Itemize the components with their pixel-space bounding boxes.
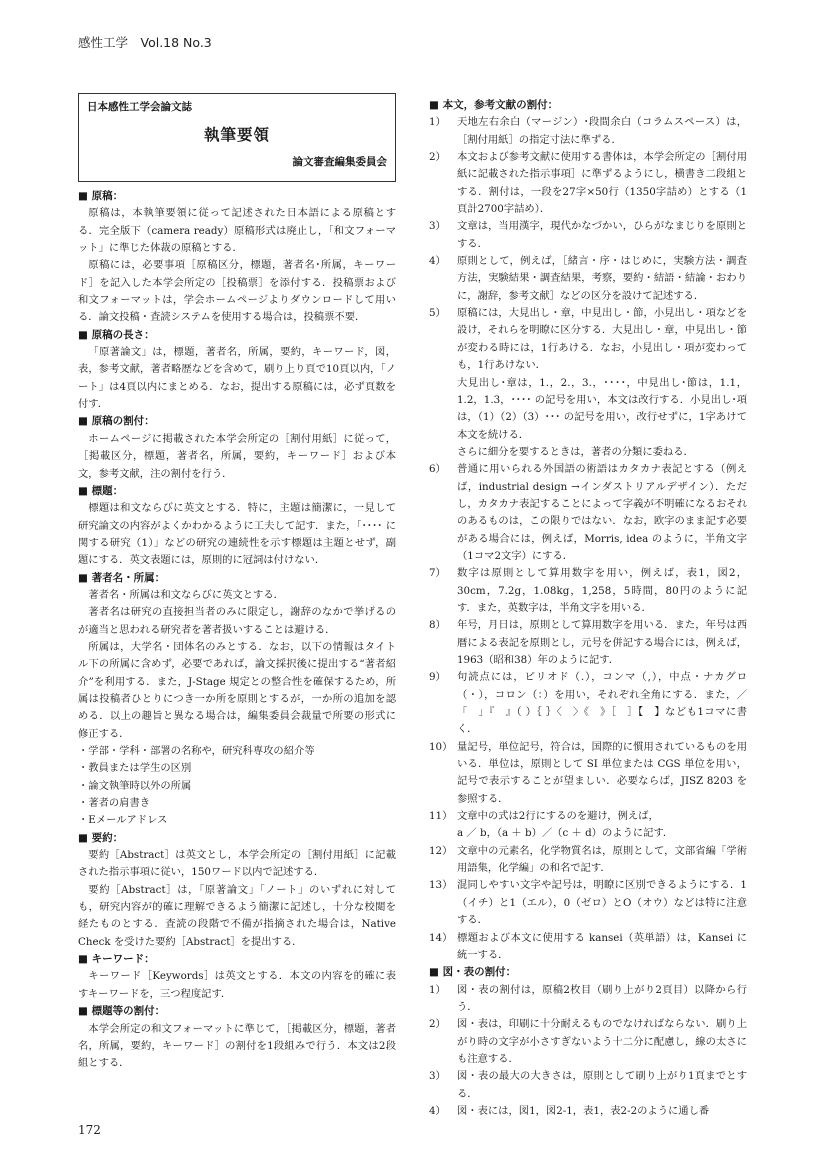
- item-text: 図・表には，図1，図2-1，表1，表2-2のように通し番: [457, 1104, 710, 1117]
- item-text: 標題および本文に使用する kansei（英単語）は，Kansei に統一する．: [457, 931, 747, 961]
- page-title: 執筆要領: [203, 126, 270, 144]
- list-item: [429, 808, 747, 843]
- list-item: [429, 565, 747, 617]
- list-item: ・Eメールアドレス: [78, 814, 168, 827]
- list-item: [429, 305, 747, 461]
- item-number: 4）: [429, 255, 446, 268]
- item-number: 1）: [429, 116, 446, 129]
- item-number: 14）: [429, 931, 453, 944]
- list-item: [429, 218, 747, 253]
- section-heading: ■ 原稿の割付：: [78, 415, 155, 428]
- item-number: 2）: [429, 151, 446, 164]
- paragraph: 本学会所定の和文フォーマットに準じて，［掲載区分，標題，著者名，所属，要約，キーワード］の割付を1段組みで行う．本文は2段組とする．: [78, 1022, 396, 1070]
- list-item: [429, 739, 747, 808]
- list-item: [429, 843, 747, 878]
- item-text: 大見出し･章は，1.，2.，3.，････，中見出し･節は，1.1，1.2，1.3，････ の記号を用い，本文は改行する．小見出し･項は，（1）（2）（3）･･･ の記号を用い，改行せずに，1字あけて本文を続ける．: [457, 376, 747, 441]
- list-item: [429, 930, 747, 965]
- item-text: 図・表の割付は，原稿2枚目（刷り上がり2頁目）以降から行う．: [457, 983, 747, 1013]
- paragraph: 所属は，大学名・団体名のみとする．なお，以下の情報はタイトル下の所属に含めず，必要であれば，論文採択後に提出する“著者紹介”を利用する．また，J-Stage 規定との整合性を確保するため，所属は投稿者ひとりにつき一か所を原則とするが，一か所の追加を認める．以上の趣旨と異なる場合は，編集委員会裁量で所要の形式に修正する．: [78, 640, 396, 740]
- item-text: 句読点には，ピリオド（.），コンマ（,），中点・ナカグロ（・），コロン（：）を用い，それぞれ全角にする．また，／「 」『 』（ ）｛ ｝〈 〉《 》［ ］【 】なども1コマに書く．: [457, 671, 747, 736]
- item-number: 3）: [429, 1070, 446, 1083]
- right-column: [429, 97, 747, 1120]
- item-body: [457, 1016, 747, 1068]
- paragraph: 標題は和文ならびに英文とする．特に，主題は簡潔に，一見して研究論文の内容がよくかわかるように工夫して記す．また，「････ に関する研究（1）」などの研究の連続性を示す標題は主題とせず，副題にする．英文表題には，原則的に冠詞は付けない．: [78, 502, 396, 567]
- item-number: 3）: [429, 220, 446, 233]
- section-heading: ■ 原稿の長さ：: [78, 328, 155, 341]
- item-text: 文章中の式は2行にするのを避け，例えば，: [457, 810, 659, 823]
- item-number: 10）: [429, 740, 453, 753]
- item-number: 4）: [429, 1104, 446, 1117]
- paragraph: 著者名は研究の直接担当者のみに限定し，謝辞のなかで挙げるのが適当と思われる研究者を著者扱いすることは避ける．: [78, 606, 396, 636]
- item-number: 7）: [429, 567, 446, 580]
- item-body: [457, 253, 747, 305]
- list-item: [429, 1068, 747, 1103]
- list-item: [429, 617, 747, 669]
- paragraph: 著者名・所属は和文ならびに英文とする．: [88, 588, 284, 601]
- list-item: ・教員または学生の区別: [78, 762, 192, 775]
- item-number: 11）: [429, 810, 453, 823]
- committee-name: 論文審査編集委員会: [292, 155, 387, 168]
- item-number: 6）: [429, 463, 446, 476]
- item-text: 文章は，当用漢字，現代かなづかい，ひらがなまじりを原則とする．: [457, 220, 747, 250]
- item-text: 数字は原則として算用数字を用い，例えば，表1，図2，30cm，7.2g，1.08kg，1,258，5時間，80円のように記す．また，英数字は，半角文字を用いる．: [457, 567, 747, 614]
- numbered-list: [429, 114, 747, 964]
- section-heading: ■ 要約：: [78, 831, 124, 844]
- paragraph: キーワード［Keywords］は英文とする．本文の内容を的確に表すキーワードを，三つ程度記す．: [78, 970, 396, 1000]
- paragraph: 要約［Abstract］は英文とし，本学会所定の［割付用紙］に記載された指示事項に従い，150ワード以内で記述する．: [78, 849, 396, 879]
- item-number: 9）: [429, 671, 446, 684]
- section-heading: ■ 著者名・所属：: [78, 571, 166, 584]
- item-body: [457, 617, 747, 669]
- section-heading: ■ 標題等の割付：: [78, 1005, 166, 1018]
- item-body: [457, 461, 747, 565]
- section-heading: ■ 本文，参考文献の割付：: [429, 99, 559, 111]
- item-text: 原則として，例えば，［緒言・序・はじめに，実験方法・調査方法，実験結果・調査結果，考察，要約・結語・結論・おわりに，謝辞，参考文献］などの区分を設けて記述する．: [457, 255, 747, 302]
- item-text: 図・表の最大の大きさは，原則として刷り上がり1頁までとする．: [457, 1070, 747, 1100]
- list-item: [429, 669, 747, 738]
- item-body: [457, 808, 747, 843]
- item-body: [457, 565, 747, 617]
- paragraph: 「原著論文」は，標題，著者名，所属，要約，キーワード，図，表，参考文献，著者略歴などを含めて，刷り上り頁で10頁以内，「ノート」は4頁以内にまとめる．なお，提出する原稿には，必ず頁数を付す．: [78, 346, 396, 411]
- list-item: ・学部・学科・部署の名称や，研究科専攻の紹介等: [78, 745, 315, 757]
- paragraph: 要約［Abstract］は，「原著論文」「ノート」のいずれに対しても，研究内容が的確に理解できるよう簡潔に記述し，十分な校閲を経たものとする．査読の段階で不備が指摘された場合は，Native Check を受けた要約［Abstract］を提出する．: [78, 883, 396, 948]
- item-text: 量記号，単位記号，符合は，国際的に慣用されているものを用いる．単位は，原則として SI 単位または CGS 単位を用い，記号で表示することが望ましい．必要ならば，JISZ 8203 を参照する．: [457, 740, 747, 805]
- journal-label: 日本感性工学会論文誌: [87, 101, 192, 113]
- item-number: 5）: [429, 307, 446, 320]
- item-body: [457, 739, 747, 808]
- section-heading: ■ 標題：: [78, 484, 124, 497]
- item-body: [457, 877, 747, 929]
- list-item: [429, 1016, 747, 1068]
- item-text: 本文および参考文献に使用する書体は，本学会所定の［割付用紙に記載された指示事項］に準ずるようにし，横書き二段組とする．割付は，一段を27字×50行（1350字詰め）とする（1頁計2700字詰め）．: [457, 151, 747, 216]
- item-number: 13）: [429, 879, 453, 892]
- item-text: 年号，月日は，原則として算用数字を用いる．また，年号は西暦による表記を原則とし，元号を併記する場合には，例えば，1963（昭和38）年のように記す．: [457, 619, 747, 666]
- numbered-list: [429, 982, 747, 1121]
- left-column: [78, 93, 396, 1073]
- item-text: さらに細分を要するときは，著者の分類に委ねる．: [457, 445, 694, 458]
- item-number: 8）: [429, 619, 446, 632]
- item-text: 天地左右余白（マージン）･段間余白（コラムスペース）は，［割付用紙］の指定寸法に準ずる．: [457, 116, 747, 146]
- item-body: [457, 982, 747, 1017]
- item-text: 原稿には，大見出し・章，中見出し・節，小見出し・項などを設け，それらを明瞭に区分する．大見出し・章，中見出し・節が変わる時には，1行あける．なお，小見出し・項が変わっても，1行あけない．: [457, 307, 747, 372]
- list-item: [429, 877, 747, 929]
- item-body: [457, 114, 747, 149]
- item-number: 12）: [429, 844, 453, 857]
- list-item: [429, 149, 747, 218]
- list-item: [429, 1103, 747, 1120]
- item-text: 文章中の元素名，化学物質名は，原則として，文部省編「学術用語集，化学編」の和名で記す．: [457, 844, 747, 875]
- list-item: ・論文執筆時以外の所属: [78, 779, 192, 792]
- page-number: 172: [78, 1123, 101, 1137]
- item-body: [457, 149, 747, 218]
- item-body: [457, 930, 747, 965]
- item-body: [457, 305, 747, 461]
- item-text: 図・表は，印刷に十分耐えるものでなければならない．刷り上がり時の文字が小さすぎないよう十二分に配慮し，線の太さにも注意する．: [457, 1018, 747, 1065]
- list-item: [429, 461, 747, 565]
- item-number: 1）: [429, 983, 446, 996]
- section-heading: ■ 図・表の割付：: [429, 966, 517, 979]
- list-item: [429, 253, 747, 305]
- paragraph: 原稿は，本執筆要領に従って記述された日本語による原稿とする．完全版下（camera ready）原稿形式は廃止し，「和文フォーマット」に準じた体裁の原稿とする．: [78, 207, 396, 255]
- section-heading: ■ 原稿：: [78, 190, 124, 202]
- title-box: [78, 93, 396, 182]
- list-item: ・著者の肩書き: [78, 797, 151, 810]
- item-body: [457, 843, 747, 878]
- paragraph: ホームページに掲載された本学会所定の［割付用紙］に従って，［掲載区分，標題，著者名，所属，要約，キーワード］および本文，参考文献，注の割付を行う．: [78, 432, 396, 480]
- item-text: a ／ b，（a ＋ b）／（c ＋ d）のように記す．: [457, 827, 674, 840]
- item-body: [457, 1103, 747, 1120]
- paragraph: 原稿には，必要事項［原稿区分，標題，著者名･所属，キーワード］を記入した本学会所定の［投稿票］を添付する．投稿票および和文フォーマットは，学会ホームページよりダウンロードして用いる．論文投稿・査読システムを使用する場合は，投稿票不要．: [78, 259, 396, 324]
- list-item: [429, 982, 747, 1017]
- section-heading: ■ キーワード：: [78, 953, 155, 966]
- running-head: 感性工学 Vol.18 No.3: [78, 35, 212, 50]
- item-body: [457, 669, 747, 738]
- item-text: 混同しやすい文字や記号は，明瞭に区別できるようにする．1（イチ）と1（エル），0（ゼロ）とO（オウ）などは特に注意する．: [457, 879, 747, 927]
- item-body: [457, 1068, 747, 1103]
- item-number: 2）: [429, 1018, 446, 1031]
- item-body: [457, 218, 747, 253]
- item-text: 普通に用いられる外国語の術語はカタカナ表記とする（例えば，industrial design →インダストリアルデザイン）．ただし，カタカナ表記することによって字義が不明確になるおそれのあるものは，この限りではない．なお，欧字のまま記す必要がある場合には，例えば，Morris, idea のように，半角文字（1コマ2文字）にする．: [457, 463, 747, 562]
- list-item: [429, 114, 747, 149]
